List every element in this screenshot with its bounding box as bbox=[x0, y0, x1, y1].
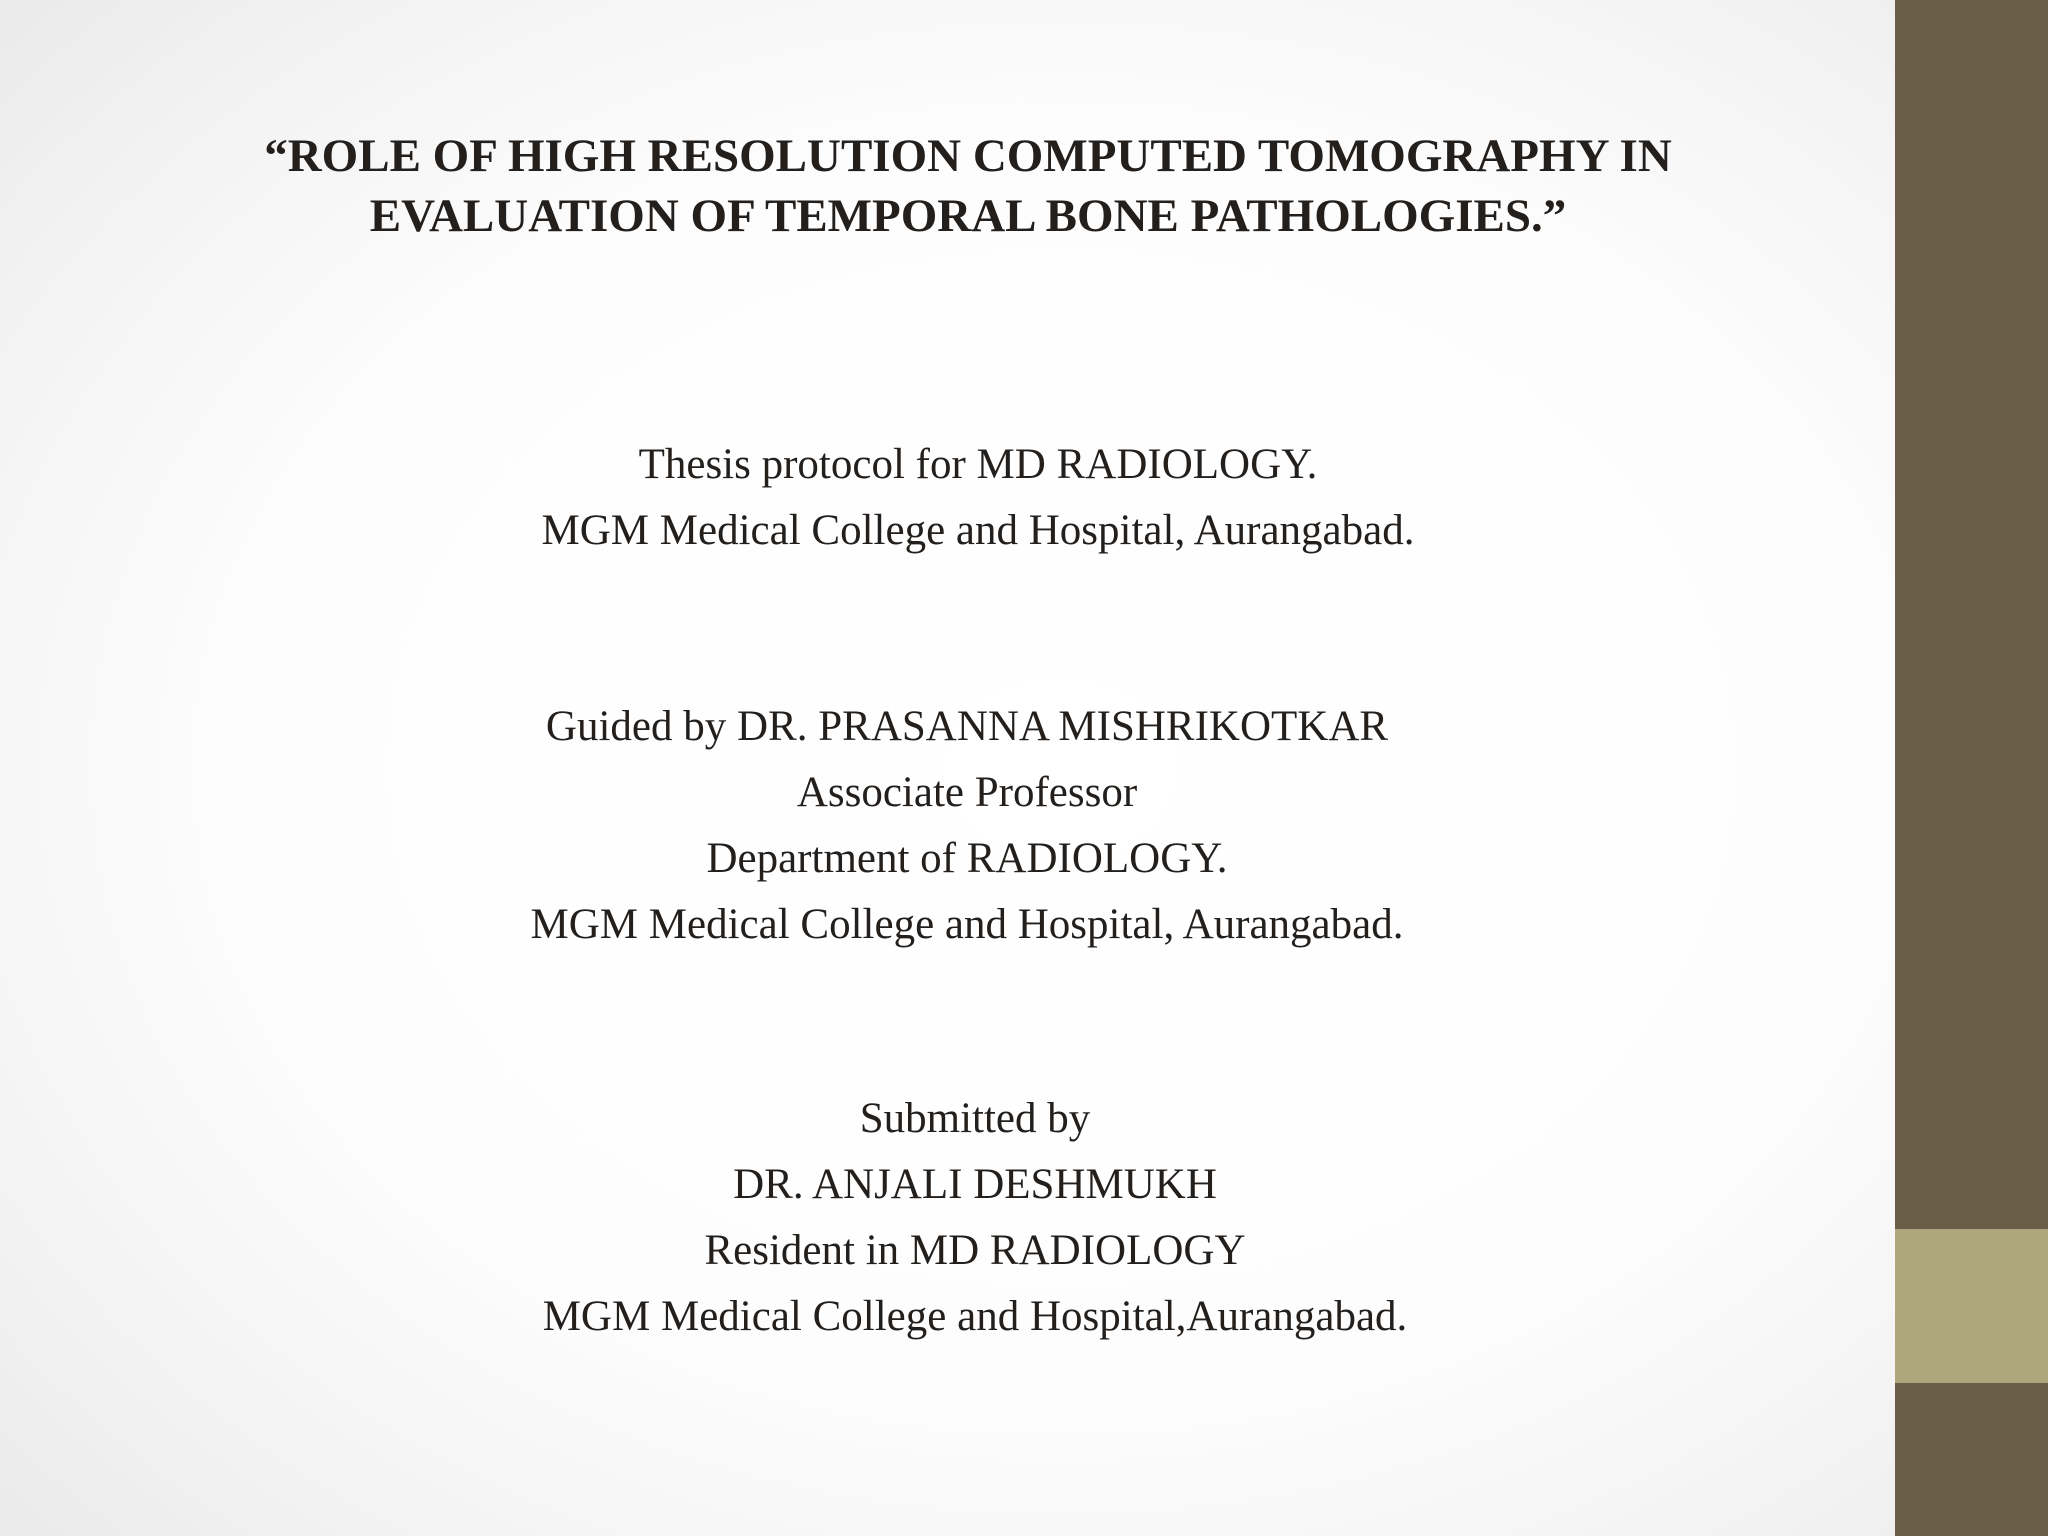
protocol-line: Thesis protocol for MD RADIOLOGY. bbox=[638, 441, 1318, 488]
submitter-designation: Resident in MD RADIOLOGY bbox=[704, 1227, 1246, 1274]
submitter-institution: MGM Medical College and Hospital,Aurangabad. bbox=[542, 1293, 1408, 1340]
thesis-title-line-2: EVALUATION OF TEMPORAL BONE PATHOLOGIES.” bbox=[369, 190, 1567, 242]
protocol-institution: MGM Medical College and Hospital, Aurangabad. bbox=[541, 507, 1415, 554]
protocol-block bbox=[378, 432, 1578, 564]
guide-name: Guided by DR. PRASANNA MISHRIKOTKAR bbox=[545, 703, 1389, 750]
thesis-title bbox=[168, 126, 1768, 246]
decorative-side-accent bbox=[1895, 1229, 2048, 1383]
submitted-by-label: Submitted by bbox=[859, 1095, 1091, 1142]
submission-block bbox=[375, 1086, 1575, 1350]
submitter-name: DR. ANJALI DESHMUKH bbox=[733, 1161, 1217, 1208]
guide-institution: MGM Medical College and Hospital, Aurangabad. bbox=[530, 901, 1404, 948]
thesis-title-line-1: “ROLE OF HIGH RESOLUTION COMPUTED TOMOGRAPHY IN bbox=[264, 130, 1672, 182]
guide-designation: Associate Professor bbox=[796, 769, 1138, 816]
guide-department: Department of RADIOLOGY. bbox=[706, 835, 1228, 882]
guide-block bbox=[367, 694, 1567, 958]
